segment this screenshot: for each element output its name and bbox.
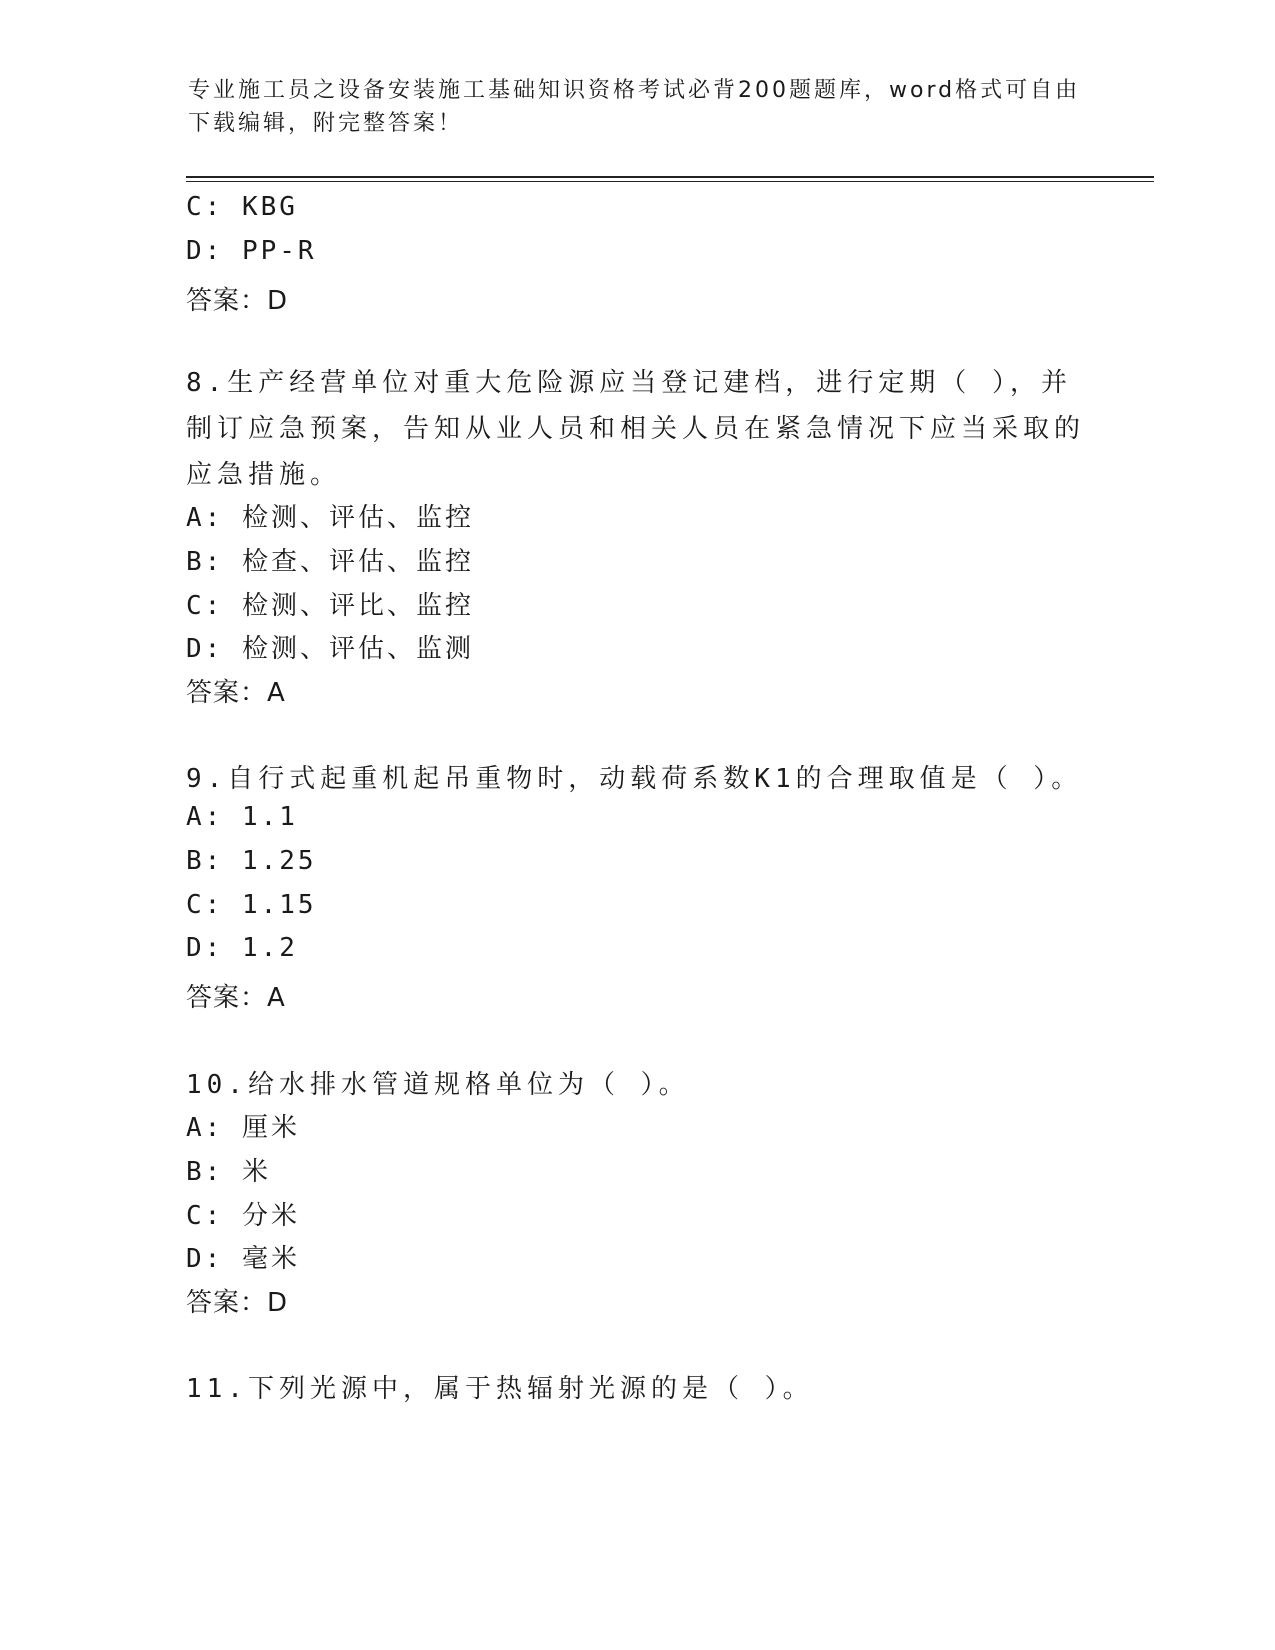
page-header bbox=[188, 74, 1088, 140]
q7-option-c: C: KBG bbox=[186, 192, 298, 222]
q9-answer: 答案：A bbox=[186, 983, 286, 1013]
q10-stem: 10.给水排水管道规格单位为（ ）。 bbox=[186, 1070, 690, 1100]
header-divider-thick bbox=[186, 176, 1154, 178]
header-title-line1: 专业施工员之设备安装施工基础知识资格考试必背200题题库，word格式可自由 bbox=[188, 78, 1081, 103]
q10-option-c: C: 分米 bbox=[186, 1201, 300, 1231]
q9-option-c: C: 1.15 bbox=[186, 890, 317, 920]
q10-option-a: A: 厘米 bbox=[186, 1113, 300, 1143]
q9-option-b: B: 1.25 bbox=[186, 846, 317, 876]
q9-option-d: D: 1.2 bbox=[186, 933, 298, 963]
q10-option-d: D: 毫米 bbox=[186, 1244, 300, 1274]
q11-stem: 11.下列光源中，属于热辐射光源的是（ ）。 bbox=[186, 1374, 814, 1404]
q8-option-a: A: 检测、评估、监控 bbox=[186, 503, 474, 533]
q7-option-d: D: PP-R bbox=[186, 236, 317, 266]
header-divider-thin bbox=[186, 181, 1154, 182]
q8-stem: 8.生产经营单位对重大危险源应当登记建档，进行定期（ ），并制订应急预案，告知从业人员和相关人员在紧急情况下应当采取的应急措施。 bbox=[186, 368, 1086, 490]
q8-option-c: C: 检测、评比、监控 bbox=[186, 591, 474, 621]
q7-answer: 答案：D bbox=[186, 286, 289, 316]
q9-option-a: A: 1.1 bbox=[186, 802, 298, 832]
q10-option-b: B: 米 bbox=[186, 1157, 271, 1187]
q9-stem: 9.自行式起重机起吊重物时，动载荷系数K1的合理取值是（ ）。 bbox=[186, 764, 1083, 794]
q10-answer: 答案：D bbox=[186, 1288, 289, 1318]
q8-option-b: B: 检查、评估、监控 bbox=[186, 547, 474, 577]
q8-option-d: D: 检测、评估、监测 bbox=[186, 634, 474, 664]
q8-answer: 答案：A bbox=[186, 678, 286, 708]
header-title-line2: 下载编辑，附完整答案！ bbox=[188, 111, 464, 136]
